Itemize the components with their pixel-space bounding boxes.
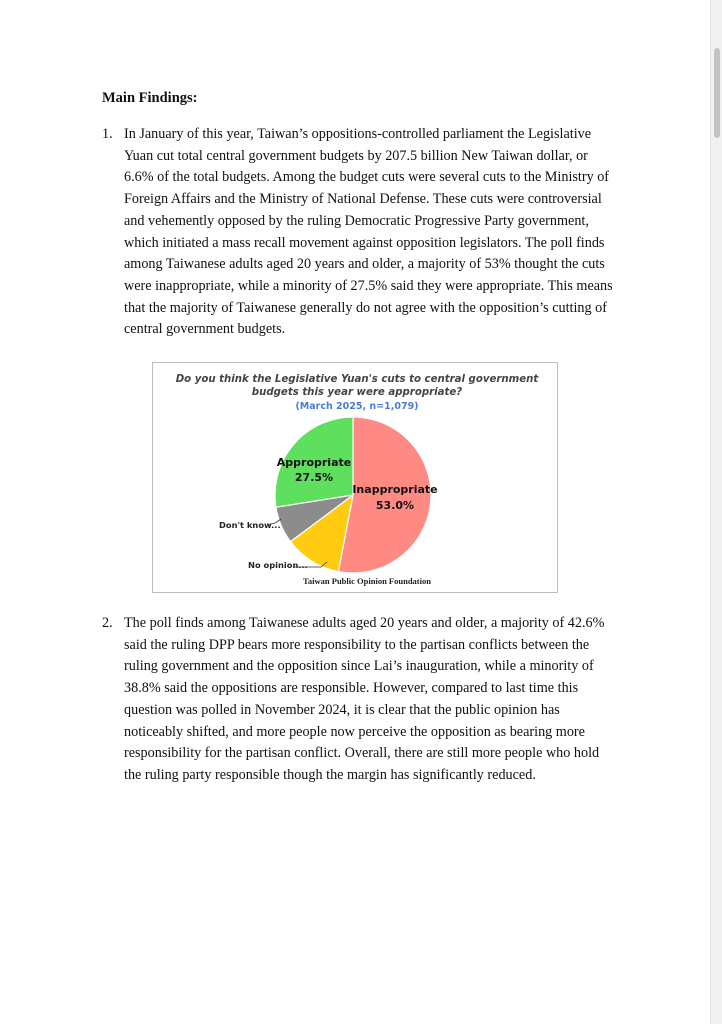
finding-number: 2. <box>102 615 113 631</box>
value-inappropriate: 53.0% <box>375 499 415 512</box>
value-appropriate: 27.5% <box>294 471 334 484</box>
finding-item-2 <box>102 613 617 787</box>
chart-subtitle: (March 2025, n=1,079) <box>295 401 419 412</box>
label-inappropriate: Inappropriate <box>352 483 438 496</box>
finding-number: 1. <box>102 126 113 142</box>
chart-title-line-2: budgets this year were appropriate? <box>251 387 463 398</box>
label-dont-know: Don't know... <box>219 520 281 530</box>
finding-text: In January of this year, Taiwan’s oppositions-controlled parliament the Legislative Yuan cut total central government budgets by 207.5 billion New Taiwan dollar, or 6.6% of the total budgets. Among the budget cuts were several cuts to the Ministry of Foreign Affairs and the Ministry of National Defense. These cuts were controversial and vehemently opposed by the ruling Democratic Progressive Party government, which initiated a mass recall movement against opposition legislators. The poll finds among Taiwanese adults aged 20 years and older, a majority of 53% thought the cuts were inappropriate, while a minority of 27.5% said they were appropriate. This means that the majority of Taiwanese generally do not agree with the opposition’s cutting of central government budgets. <box>124 126 613 338</box>
finding-text: The poll finds among Taiwanese adults aged 20 years and older, a majority of 42.6% said the ruling DPP bears more responsibility to the partisan conflicts between the ruling government and the opposition since Lai’s inauguration, while a minority of 38.8% said the oppositions are responsible. However, compared to last time this question was polled in November 2024, it is clear that the public opinion has noticeably shifted, and more people now perceive the opposition as bearing more responsibility for the partisan conflict. Overall, there are still more people who hold the ruling party responsible though the margin has significantly reduced. <box>124 615 605 783</box>
pie-chart-figure <box>152 362 558 593</box>
label-no-opinion: No opinion... <box>248 560 308 570</box>
finding-item-1 <box>102 124 617 341</box>
pie-chart <box>153 363 557 592</box>
chart-title-line-1: Do you think the Legislative Yuan's cuts to central government <box>175 374 539 385</box>
scrollbar-thumb[interactable] <box>714 48 720 138</box>
chart-source: Taiwan Public Opinion Foundation <box>303 576 431 586</box>
label-appropriate: Appropriate <box>276 456 352 469</box>
scrollbar-track[interactable] <box>710 0 722 1024</box>
section-heading: Main Findings: <box>102 90 198 106</box>
